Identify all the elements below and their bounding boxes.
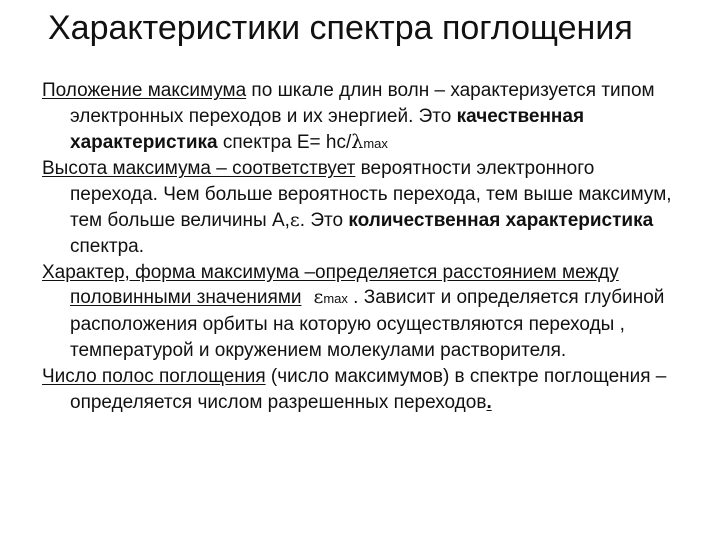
bold-term: качественная характеристика bbox=[70, 105, 585, 153]
text: вероятности электронного перехода. Чем больше вероятность перехода, тем выше максимум, тем больше величины A, bbox=[70, 158, 672, 231]
paragraph-peak-height bbox=[42, 156, 682, 259]
subscript: max bbox=[323, 291, 348, 307]
text: спектра. bbox=[70, 235, 144, 257]
paragraph-peak-position bbox=[42, 78, 682, 156]
text: спектра E= hc/ bbox=[217, 131, 352, 153]
page-title: Характеристики спектра поглощения bbox=[48, 9, 633, 47]
term-peak-position: Положение максимума bbox=[42, 80, 247, 101]
text: (число максимумов) в спектре поглощения –определяется числом разрешенных переходов bbox=[70, 365, 667, 413]
epsilon-symbol: ε bbox=[289, 208, 300, 231]
term-peak-shape: Характер, форма максимума –определяется расстоянием между половинными значениями bbox=[42, 261, 619, 309]
text: . Зависит и определяется глубиной расположения орбиты на которую осуществляются переходы , температурой и окружением молекулами растворителя. bbox=[70, 287, 665, 361]
text: по шкале длин волн – характеризуется типом электронных переходов и их энергией. Это bbox=[70, 80, 655, 127]
text: . Это bbox=[299, 209, 349, 231]
paragraph-band-count bbox=[42, 364, 682, 416]
epsilon-symbol: ε bbox=[313, 286, 324, 309]
lambda-symbol: λ bbox=[351, 130, 364, 153]
paragraph-peak-shape bbox=[42, 260, 682, 364]
term-peak-height: Высота максимума – соответствует bbox=[42, 158, 356, 180]
bold-term: количественная характеристика bbox=[348, 209, 654, 231]
term-band-count: Число полос поглощения bbox=[42, 365, 266, 387]
body-text bbox=[42, 78, 682, 415]
subscript: max bbox=[363, 135, 388, 151]
final-period: . bbox=[486, 391, 492, 413]
